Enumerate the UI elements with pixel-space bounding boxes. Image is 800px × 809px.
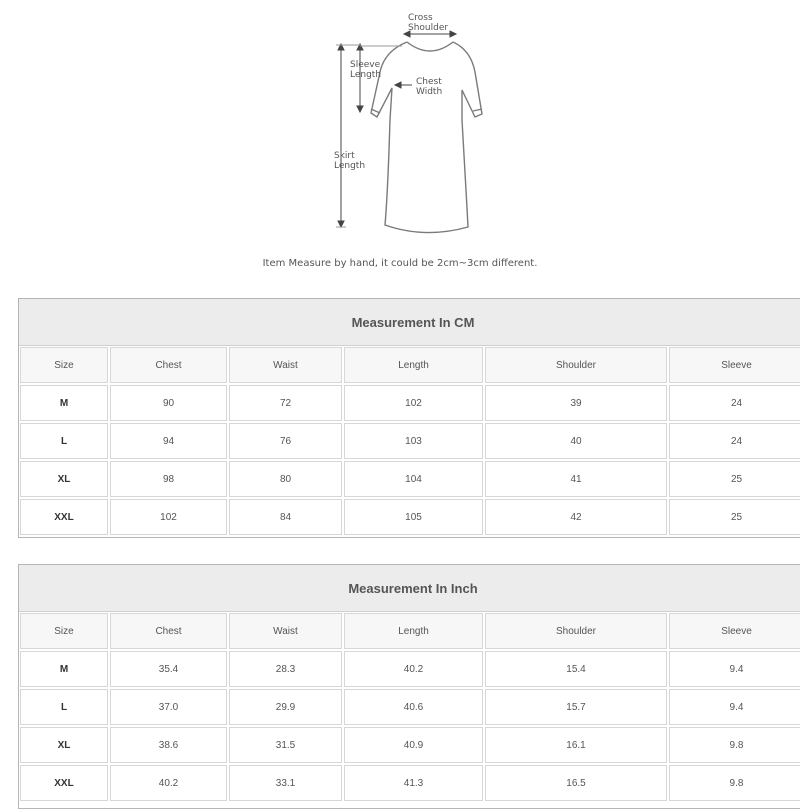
- cell-waist: 31.5: [229, 727, 342, 763]
- cell-size: L: [20, 689, 108, 725]
- cell-shoulder: 15.4: [485, 651, 667, 687]
- cell-chest: 38.6: [110, 727, 227, 763]
- table-row: [19, 688, 800, 726]
- chest-width-label-2: Width: [416, 87, 443, 97]
- cell-shoulder: 41: [485, 461, 667, 497]
- table-header-row: [19, 612, 800, 650]
- header-waist: Waist: [229, 613, 342, 649]
- sleeve-length-label-1: Sleeve: [350, 60, 381, 70]
- header-size: Size: [20, 347, 108, 383]
- cell-size: XXL: [20, 765, 108, 801]
- table-header-row: [19, 346, 800, 384]
- cell-chest: 94: [110, 423, 227, 459]
- header-waist: Waist: [229, 347, 342, 383]
- cell-sleeve: 25: [669, 461, 800, 497]
- chest-width-label-1: Chest: [416, 77, 442, 87]
- table-row: [19, 422, 800, 460]
- cell-length: 40.6: [344, 689, 483, 725]
- cell-sleeve: 9.8: [669, 765, 800, 801]
- cell-chest: 102: [110, 499, 227, 535]
- cell-shoulder: 42: [485, 499, 667, 535]
- table-row: [19, 726, 800, 764]
- cell-shoulder: 39: [485, 385, 667, 421]
- cross-shoulder-label-1: Cross: [408, 13, 433, 23]
- cell-waist: 28.3: [229, 651, 342, 687]
- cell-chest: 40.2: [110, 765, 227, 801]
- cell-waist: 76: [229, 423, 342, 459]
- cross-shoulder-label-2: Shoulder: [408, 23, 449, 33]
- measurement-table-inch: [18, 564, 800, 809]
- header-sleeve: Sleeve: [669, 613, 800, 649]
- header-length: Length: [344, 347, 483, 383]
- cell-sleeve: 9.8: [669, 727, 800, 763]
- header-chest: Chest: [110, 347, 227, 383]
- cell-length: 102: [344, 385, 483, 421]
- cell-length: 105: [344, 499, 483, 535]
- cell-length: 40.9: [344, 727, 483, 763]
- cell-waist: 33.1: [229, 765, 342, 801]
- cell-size: XL: [20, 461, 108, 497]
- cell-chest: 90: [110, 385, 227, 421]
- table-row: [19, 384, 800, 422]
- dress-measurement-diagram: [0, 0, 800, 250]
- cell-waist: 80: [229, 461, 342, 497]
- cell-size: XXL: [20, 499, 108, 535]
- cell-length: 40.2: [344, 651, 483, 687]
- skirt-length-label-2: Length: [334, 161, 366, 171]
- table-title: Measurement In CM: [19, 299, 800, 346]
- cell-waist: 84: [229, 499, 342, 535]
- cell-size: M: [20, 651, 108, 687]
- chest-width-arrow: [395, 82, 412, 88]
- cell-shoulder: 16.1: [485, 727, 667, 763]
- cell-length: 104: [344, 461, 483, 497]
- cell-sleeve: 24: [669, 385, 800, 421]
- cell-size: XL: [20, 727, 108, 763]
- header-chest: Chest: [110, 613, 227, 649]
- cell-length: 41.3: [344, 765, 483, 801]
- cell-sleeve: 25: [669, 499, 800, 535]
- measurement-note: Item Measure by hand, it could be 2cm~3cm different.: [262, 258, 538, 269]
- cell-sleeve: 9.4: [669, 651, 800, 687]
- header-shoulder: Shoulder: [485, 347, 667, 383]
- table-row: [19, 764, 800, 802]
- cell-waist: 72: [229, 385, 342, 421]
- cell-chest: 98: [110, 461, 227, 497]
- cell-size: M: [20, 385, 108, 421]
- cell-shoulder: 15.7: [485, 689, 667, 725]
- cell-length: 103: [344, 423, 483, 459]
- cell-sleeve: 24: [669, 423, 800, 459]
- cell-chest: 37.0: [110, 689, 227, 725]
- header-sleeve: Sleeve: [669, 347, 800, 383]
- cell-waist: 29.9: [229, 689, 342, 725]
- cell-sleeve: 9.4: [669, 689, 800, 725]
- header-shoulder: Shoulder: [485, 613, 667, 649]
- cell-chest: 35.4: [110, 651, 227, 687]
- skirt-length-label-1: Skirt: [334, 151, 355, 161]
- table-row: [19, 650, 800, 688]
- header-length: Length: [344, 613, 483, 649]
- sleeve-length-label-2: Length: [350, 70, 382, 80]
- cell-shoulder: 40: [485, 423, 667, 459]
- header-size: Size: [20, 613, 108, 649]
- dress-outline-icon: [371, 42, 482, 233]
- measurement-table-cm: [18, 298, 800, 538]
- table-row: [19, 498, 800, 536]
- table-row: [19, 460, 800, 498]
- cell-shoulder: 16.5: [485, 765, 667, 801]
- table-title: Measurement In Inch: [19, 565, 800, 612]
- cell-size: L: [20, 423, 108, 459]
